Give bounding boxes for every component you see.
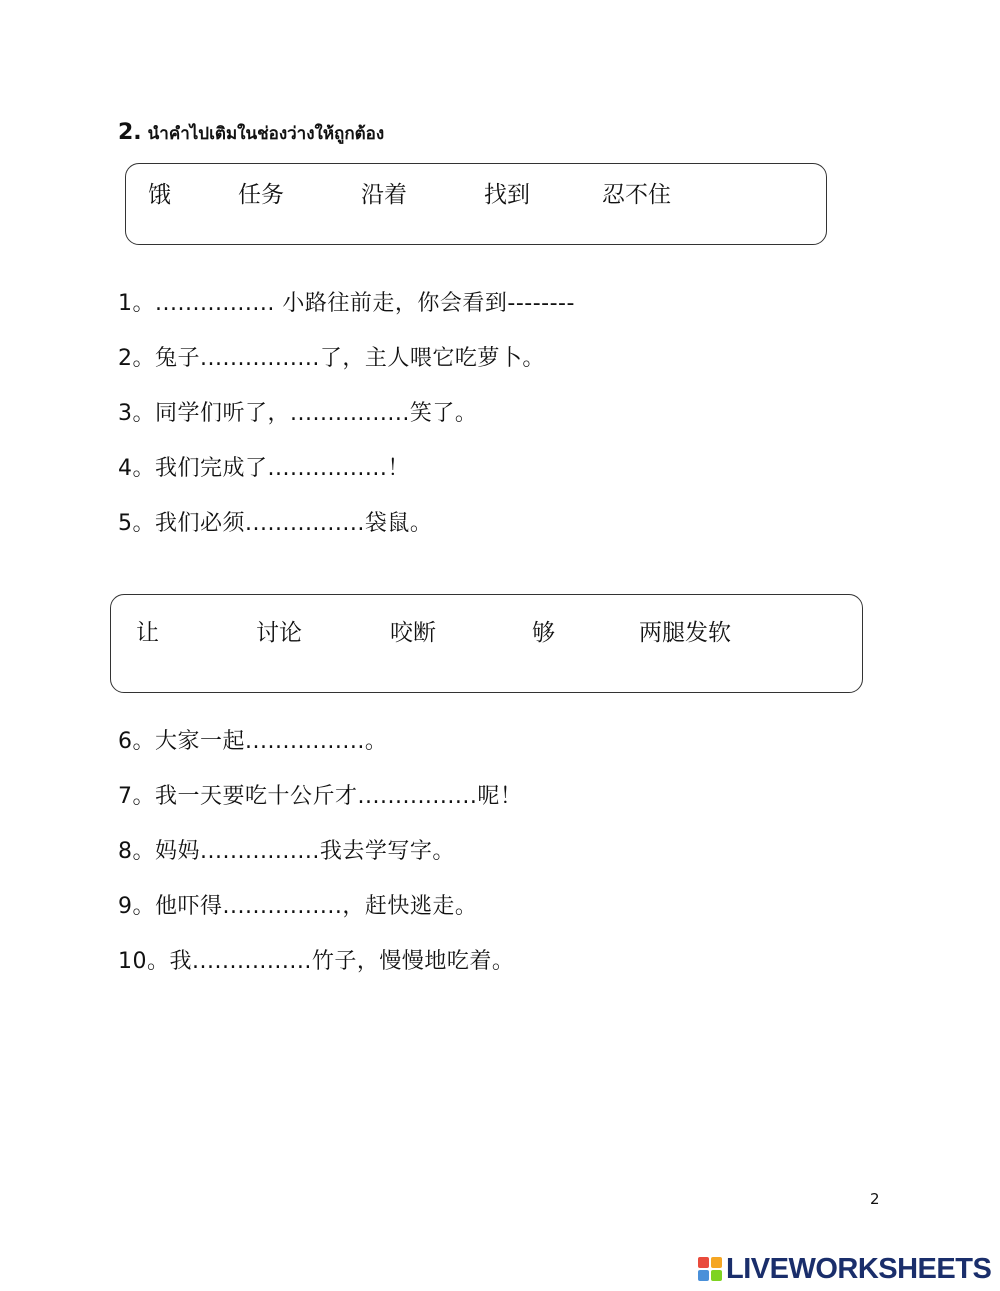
word-bank-2-word[interactable]: 够: [532, 620, 555, 646]
word-bank-2-word[interactable]: 两腿发软: [639, 620, 731, 646]
word-bank-2-word[interactable]: 讨论: [256, 620, 302, 646]
exercise-sentence-7: 7。我一天要吃十公斤才................呢！: [118, 784, 523, 809]
page-number: 2: [870, 1190, 880, 1208]
exercise-sentence-3: 3。同学们听了，................笑了。: [118, 401, 478, 426]
exercise-sentence-8: 8。妈妈................我去学写字。: [118, 839, 455, 864]
word-bank-box-1: [125, 163, 827, 245]
exercise-sentence-6: 6。大家一起................。: [118, 729, 388, 754]
exercise-sentence-10: 10。我................竹子，慢慢地吃着。: [118, 949, 515, 974]
exercise-sentence-2: 2。兔子................了，主人喂它吃萝卜。: [118, 346, 545, 371]
exercise-sentence-1: 1。................ 小路往前走，你会看到--------: [118, 291, 575, 316]
exercise-sentence-4: 4。我们完成了................！: [118, 456, 410, 481]
exercise-sentence-9: 9。他吓得................，赶快逃走。: [118, 894, 478, 919]
logo-block: [711, 1270, 722, 1281]
brand-footer: [698, 1254, 991, 1284]
word-bank-1-word[interactable]: 找到: [484, 182, 530, 208]
word-bank-1-word[interactable]: 忍不住: [602, 182, 671, 208]
section-heading: [118, 120, 384, 147]
word-bank-1-word[interactable]: 任务: [238, 182, 284, 208]
section-number: 2.: [118, 120, 142, 145]
word-bank-1-word[interactable]: 沿着: [361, 182, 407, 208]
logo-block: [698, 1270, 709, 1281]
word-bank-2-word[interactable]: 咬断: [390, 620, 436, 646]
word-bank-1-word[interactable]: 饿: [148, 182, 171, 208]
brand-logo-icon: [698, 1257, 722, 1281]
brand-name: LIVEWORKSHEETS: [726, 1252, 992, 1285]
word-bank-2-word[interactable]: 让: [136, 620, 159, 646]
logo-block: [711, 1257, 722, 1268]
section-instruction: นำคำไปเติมในช่องว่างให้ถูกต้อง: [147, 124, 385, 144]
logo-block: [698, 1257, 709, 1268]
word-bank-box-2: [110, 594, 863, 693]
exercise-sentence-5: 5。我们必须................袋鼠。: [118, 511, 433, 536]
